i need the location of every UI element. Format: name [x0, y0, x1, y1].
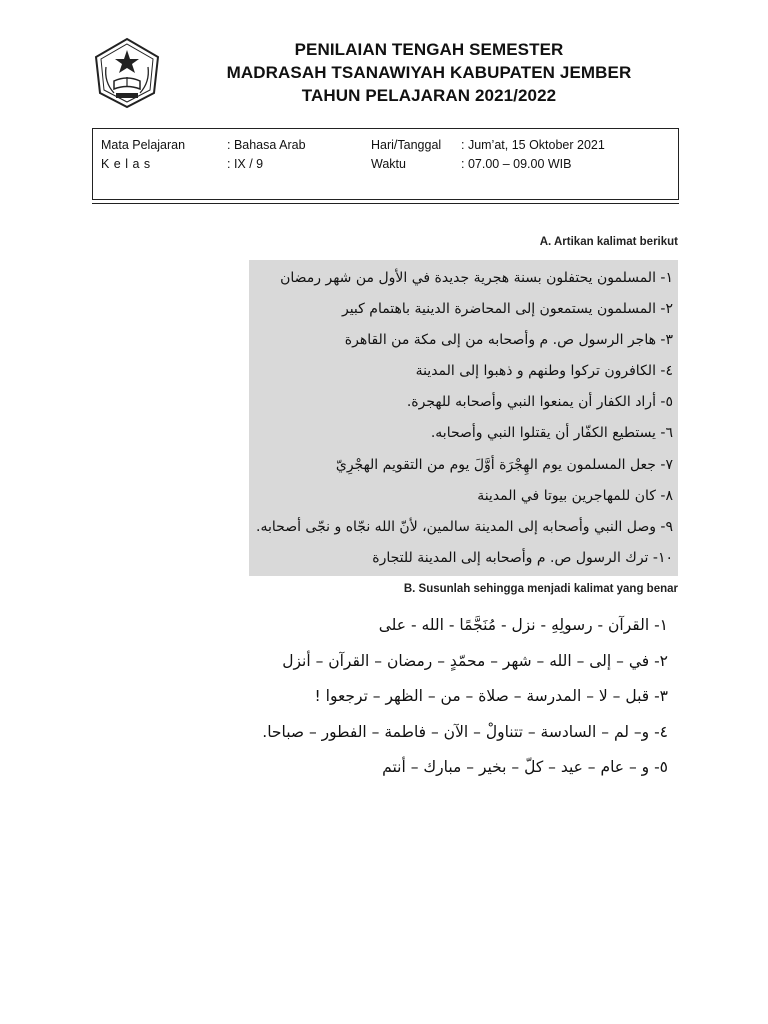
section-a-item: ٤- الكافرون تركوا وطنهم و ذهبوا إلى المدينة [415, 363, 673, 380]
section-a-item: ٦- يستطيع الكفّار أن يقتلوا النبي وأصحابه. [430, 425, 673, 442]
document-header [150, 38, 708, 107]
section-b-item: ٢- في – إلى – الله – شهر – محمّدٍ – رمضان – القرآن – أنزل [282, 651, 668, 670]
section-b-item: ٣- قبل – لا – المدرسة – صلاة – من – الظهر – ترجعوا ! [314, 687, 668, 705]
section-a-item: ٥- أراد الكفار أن يمنعوا النبي وأصحابه للهجرة. [406, 394, 673, 411]
section-b-item: ٥- و – عام – عيد – كلّ – بخير – مبارك – أنتم [382, 758, 668, 776]
time-value: : 07.00 – 09.00 WIB [461, 157, 572, 171]
section-a-item: ٩- وصل النبي وأصحابه إلى المدينة سالمين، لأنّ الله نجّاه و نجّى أصحابه. [256, 518, 673, 535]
subject-value: : Bahasa Arab [227, 138, 306, 152]
section-b-title: B. Susunlah sehingga menjadi kalimat yang benar [403, 583, 678, 595]
header-title: PENILAIAN TENGAH SEMESTER [294, 40, 564, 59]
header-school: MADRASAH TSANAWIYAH KABUPATEN JEMBER [226, 63, 632, 82]
time-label: Waktu [371, 157, 406, 171]
section-b-item: ١- القرآن - رسولِهِ - نزل - مُنَجَّمًا - الله - على [378, 616, 668, 634]
section-b-list [108, 608, 668, 786]
section-a-item: ٧- جعل المسلمون يوم الهِجْرَة أوَّلَ يوم من التقويم الهجْرِيّ [335, 456, 673, 473]
section-a-title: A. Artikan kalimat berikut [539, 236, 678, 248]
section-a-list [253, 263, 673, 574]
date-label: Hari/Tanggal [371, 138, 442, 152]
section-a-item: ١٠- ترك الرسول ص. م وأصحابه إلى المدينة للتجارة [372, 549, 673, 566]
exam-info-box [92, 128, 679, 200]
subject-label: Mata Pelajaran [101, 138, 186, 152]
date-value: : Jum’at, 15 Oktober 2021 [461, 138, 605, 152]
section-b-item: ٤- و– لم – السادسة – تتناولْ – الآن – فاطمة – الفطور – صباحا. [262, 722, 668, 741]
header-year: TAHUN PELAJARAN 2021/2022 [301, 86, 557, 105]
section-a-item: ٣- هاجر الرسول ص. م وأصحابه من إلى مكة من القاهرة [344, 332, 673, 349]
section-a-item: ٢- المسلمون يستمعون إلى المحاضرة الدينية باهتمام كبير [341, 301, 673, 318]
info-box-rule [92, 203, 679, 204]
class-value: : IX / 9 [227, 157, 264, 171]
section-a-item: ١- المسلمون يحتفلون بسنة هجرية جديدة في الأول من شهر رمضان [280, 270, 673, 286]
class-label: K e l a s [101, 157, 151, 171]
section-a-item: ٨- كان للمهاجرين بيوتا في المدينة [477, 487, 673, 504]
